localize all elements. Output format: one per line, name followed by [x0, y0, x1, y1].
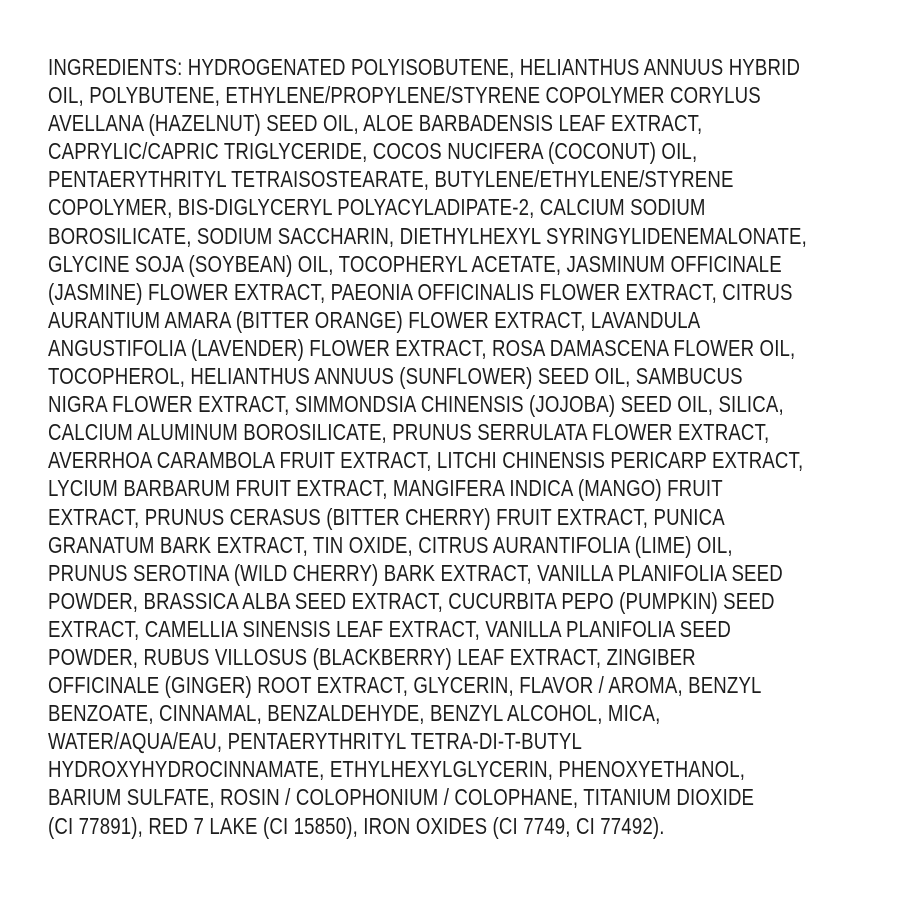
ingredients-line: ANGUSTIFOLIA (LAVENDER) FLOWER EXTRACT, ROSA DAMASCENA FLOWER OIL,	[48, 334, 796, 361]
ingredients-line: TOCOPHEROL, HELIANTHUS ANNUUS (SUNFLOWER) SEED OIL, SAMBUCUS	[48, 363, 743, 390]
ingredients-line: GLYCINE SOJA (SOYBEAN) OIL, TOCOPHERYL ACETATE, JASMINUM OFFICINALE	[48, 250, 782, 277]
ingredients-line: INGREDIENTS: HYDROGENATED POLYISOBUTENE, HELIANTHUS ANNUUS HYBRID	[48, 54, 801, 80]
ingredients-line: PRUNUS SEROTINA (WILD CHERRY) BARK EXTRACT, VANILLA PLANIFOLIA SEED	[48, 559, 783, 586]
ingredients-line: OFFICINALE (GINGER) ROOT EXTRACT, GLYCERIN, FLAVOR / AROMA, BENZYL	[48, 672, 762, 699]
ingredients-line: WATER/AQUA/EAU, PENTAERYTHRITYL TETRA-DI-T-BUTYL	[48, 728, 582, 755]
ingredients-line: CAPRYLIC/CAPRIC TRIGLYCERIDE, COCOS NUCIFERA (COCONUT) OIL,	[48, 138, 698, 165]
ingredients-line: BENZOATE, CINNAMAL, BENZALDEHYDE, BENZYL ALCOHOL, MICA,	[48, 700, 661, 727]
ingredients-label-block	[48, 53, 807, 840]
ingredients-line: (JASMINE) FLOWER EXTRACT, PAEONIA OFFICINALIS FLOWER EXTRACT, CITRUS	[48, 278, 793, 305]
ingredients-line: AVELLANA (HAZELNUT) SEED OIL, ALOE BARBADENSIS LEAF EXTRACT,	[48, 110, 703, 137]
ingredients-line: BARIUM SULFATE, ROSIN / COLOPHONIUM / COLOPHANE, TITANIUM DIOXIDE	[48, 784, 755, 811]
ingredients-line: POWDER, BRASSICA ALBA SEED EXTRACT, CUCURBITA PEPO (PUMPKIN) SEED	[48, 587, 775, 614]
ingredients-line: AURANTIUM AMARA (BITTER ORANGE) FLOWER EXTRACT, LAVANDULA	[48, 306, 701, 333]
ingredients-line: BOROSILICATE, SODIUM SACCHARIN, DIETHYLHEXYL SYRINGYLIDENEMALONATE,	[48, 222, 807, 249]
ingredients-line: NIGRA FLOWER EXTRACT, SIMMONDSIA CHINENSIS (JOJOBA) SEED OIL, SILICA,	[48, 391, 784, 418]
ingredients-line: PENTAERYTHRITYL TETRAISOSTEARATE, BUTYLENE/ETHYLENE/STYRENE	[48, 166, 734, 193]
ingredients-line: CALCIUM ALUMINUM BOROSILICATE, PRUNUS SERRULATA FLOWER EXTRACT,	[48, 419, 770, 446]
ingredients-line: COPOLYMER, BIS-DIGLYCERYL POLYACYLADIPATE-2, CALCIUM SODIUM	[48, 194, 706, 221]
ingredients-line: POWDER, RUBUS VILLOSUS (BLACKBERRY) LEAF EXTRACT, ZINGIBER	[48, 643, 696, 670]
ingredients-line: HYDROXYHYDROCINNAMATE, ETHYLHEXYLGLYCERIN, PHENOXYETHANOL,	[48, 756, 746, 783]
ingredients-line: OIL, POLYBUTENE, ETHYLENE/PROPYLENE/STYRENE COPOLYMER CORYLUS	[48, 82, 761, 109]
ingredients-line: EXTRACT, PRUNUS CERASUS (BITTER CHERRY) FRUIT EXTRACT, PUNICA	[48, 503, 725, 530]
ingredients-line: LYCIUM BARBARUM FRUIT EXTRACT, MANGIFERA INDICA (MANGO) FRUIT	[48, 475, 723, 502]
ingredients-line: AVERRHOA CARAMBOLA FRUIT EXTRACT, LITCHI CHINENSIS PERICARP EXTRACT,	[48, 447, 804, 474]
ingredients-line: (CI 77891), RED 7 LAKE (CI 15850), IRON OXIDES (CI 7749, CI 77492).	[48, 812, 665, 839]
ingredients-line: GRANATUM BARK EXTRACT, TIN OXIDE, CITRUS AURANTIFOLIA (LIME) OIL,	[48, 531, 733, 558]
ingredients-line: EXTRACT, CAMELLIA SINENSIS LEAF EXTRACT, VANILLA PLANIFOLIA SEED	[48, 615, 731, 642]
